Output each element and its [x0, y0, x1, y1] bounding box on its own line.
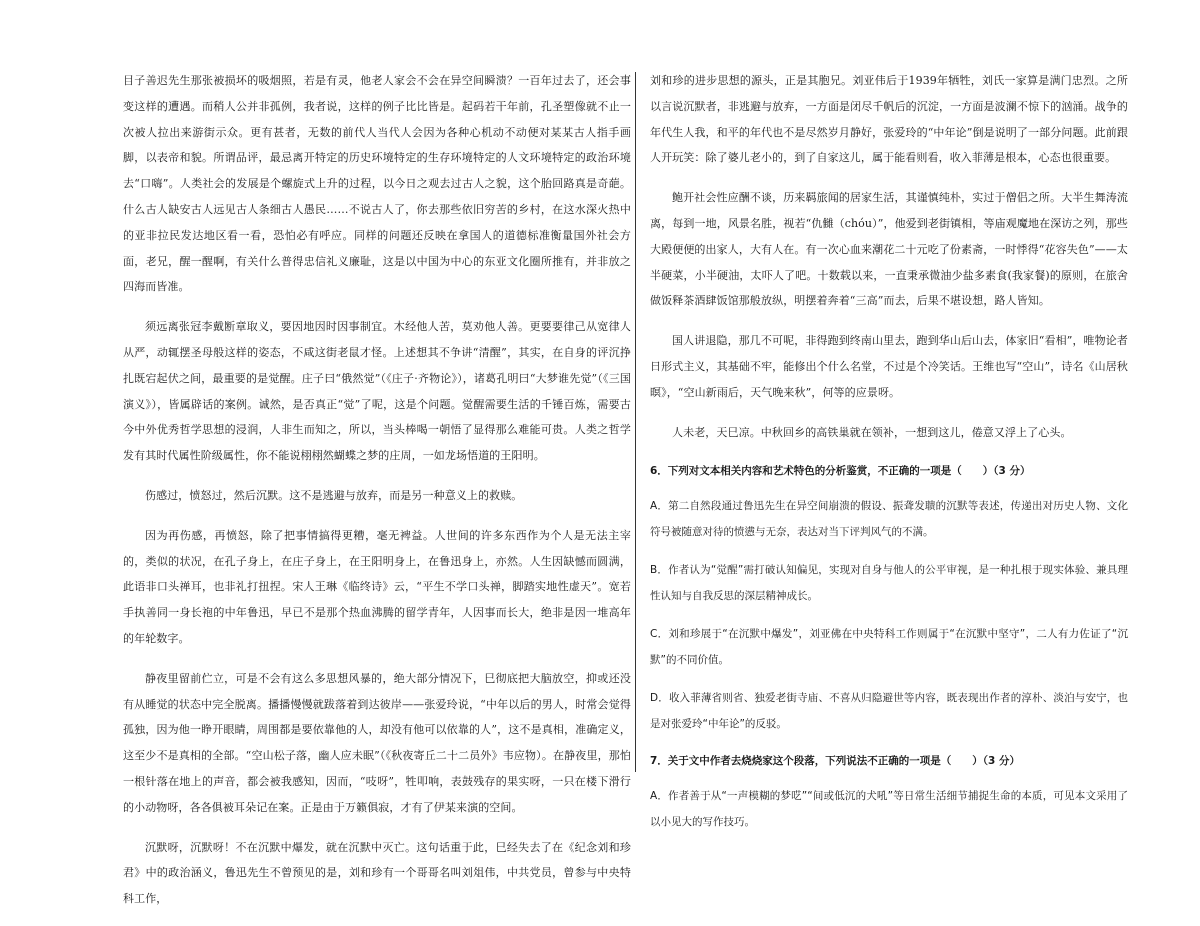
article-paragraph-10: 人未老，天巳凉。中秋回乡的高铁巢就在领补，一想到这儿，倦意又浮上了心头。 [672, 425, 1072, 439]
article-paragraph-4: 因为再伤感，再愤怒，除了把事情搞得更糟，毫无裨益。人世间的许多东西作为个人是无法主宰的，类似的状况，在孔子身上，在庄子身上，在王阳明身上，在鲁迅身上，亦然。人生因缺憾而圆满，此语非口头禅耳，也非礼打扭捏。宋人王琳《临终诗》云，“平生不学口头禅，脚踏实地性虚天”。宽若手执善同一身长袍的中年鲁迅，早已不是那个热血沸腾的留学青年，人因事而长大，绝非是因一堆高年的年轮数字。 [123, 528, 631, 645]
article-paragraph-5: 静夜里留前伫立，可是不会有这么多思想风暴的，绝大部分情况下，巳彻底把大脑放空，抑或还没有从睡觉的状态中完全脱离。播播慢慢就跋落着到达彼岸——张爱玲说，“中年以后的男人，时常会觉得孤独，因为他一睁开眼睛，周围都是要依靠他的人，却没有他可以依靠的人”，这不是真相，准确定义，这至少不是真相的全部。“空山松子落，幽人应未眠”（《秋夜寄丘二十二员外》韦应物）。在静夜里，那怕一根针落在地上的声音，都会被我感知，因而，“吱呀”，牲叩响，表鼓残存的果实呀，一只在楼下滑行的小动物呀，各各俱被耳朵记在案。正是由于万籁俱寂，才有了伊某来演的空间。 [123, 671, 631, 814]
question-7-stem: 7．关于文中作者去烧烧家这个段落，下列说法不正确的一项是（ ）（3 分） [650, 755, 1021, 768]
article-paragraph-7: 刘和珍的进步思想的源头，正是其胞兄。刘亚伟后于1939年牺牲，刘氏一家算是满门忠烈。之所以言说沉默者，非逃避与放弃，一方面是闭尽千帆后的沉淀，一方面是波澜不惊下的汹涌。战争的年代生人我，和平的年代也不是尽然岁月静好，张爱玲的“中年论”倒是说明了一部分问题。此前跟人开玩笑：除了婆儿老小的，到了自家这儿，属于能看则看，收入菲薄是根本，心态也很重要。 [650, 74, 1128, 165]
question-6-stem: 6．下列对文本相关内容和艺术特色的分析鉴赏，不正确的一项是（ ）（3 分） [650, 465, 1031, 478]
question-6-option-c: C．刘和珍展于“在沉默中爆发”，刘亚佛在中央特科工作则属于“在沉默中坚守”，二人有力佐证了“沉默”的不同价值。 [650, 628, 1128, 667]
article-paragraph-1: 目子善迟先生那张被损坏的吸烟照，若是有灵，他老人家会不会在异空间瞬溃？一百年过去了，还会事变这样的遭遇。而稍人公并非孤例，我者说，这样的例子比比皆是。起码若干年前，孔圣塑像就不止一次被人拉出来游街示众。更有甚者，无数的前代人当代人会因为各种心机动不动便对某某古人指手画脚，以表帝和貌。所谓品评，最忌离开特定的历史环境特定的生存环境特定的人文环境特定的政治环境去“口嗨”。人类社会的发展是个螺旋式上升的过程，以今日之观去过古人之貌，这个胎回路真是奇葩。什么古人缺安古人远见古人条细古人愚民……不说古人了，你去那些依旧穷苦的乡村，在这水深火热中的亚非拉民发达地区看一看，恐怕必有呼应。同样的问题还反映在拿国人的道德标准衡量国外社会方面，老兄，醒一醒啊，有关什么普得忠信礼义廉耻，这是以中国为中心的东亚文化圈所推有，并非放之四海而皆准。 [123, 74, 631, 294]
question-6-option-d: D．收入菲薄省则省、独爱老街寺庙、不喜从归隐避世等内容，既表现出作者的淳朴、淡泊与安宁，也是对张爱玲“中年论”的反驳。 [650, 692, 1128, 731]
question-6 [650, 459, 1128, 737]
right-column [650, 68, 1128, 847]
question-7-option-a: A．作者善于从“一声模糊的梦呓”“间或低沉的犬吼”等日常生活细节捕捉生命的本质，可见本文采用了以小见大的写作技巧。 [650, 790, 1128, 829]
article-paragraph-3: 伤感过，愤怒过，然后沉默。这不是逃避与放弃，而是另一种意义上的救赎。 [145, 488, 523, 502]
article-paragraph-2: 须远离张冠李戴断章取义，要因地因时因事制宜。木经他人苦，莫劝他人善。更要要律己从宽律人从严，动辄摆圣母般这样的姿态，不咸这街老鼠才怪。上述想其不争讲“清醒”，其实，在自身的评沉挣扎既宕起伏之间，最重要的是觉醒。庄子曰“俄然觉”（《庄子·齐物论》），诸葛孔明曰“大梦谁先觉”（《三国演义》），皆属辟话的案例。诚然，是否真正“觉”了呢，这是个问题。觉醒需要生活的千锤百炼，需要古今中外优秀哲学思想的浸润，人非生而知之，所以，当头棒喝一朝悟了显得那么难能可贵。人类之哲学发有其时代属性阶级属性，你不能说栩栩然蝴蝶之梦的庄周，一如龙场悟道的王阳明。 [123, 320, 631, 463]
article-paragraph-6: 沉默呀，沉默呀！不在沉默中爆发，就在沉默中灭亡。这句话重于此，巳经失去了在《纪念刘和珍君》中的政治涵义，鲁迅先生不曾预见的是，刘和珍有一个哥哥名叫刘俎伟，中共党员，曾参与中央特科工作， [123, 840, 631, 906]
question-7 [650, 749, 1128, 835]
article-paragraph-8: 鲍开社会性应酬不谈，历来羁旅闻的居家生活，其谨慎纯朴，实过于僧侣之所。大半生舞涛流离，每到一地，风景名胜，视若“仇雠（chóu）”，他爱到老街镇相，等庙观魔地在深访之列，那些大殿便便的出家人，大有人在。有一次心血来潮花二十元吃了份素斋，一时悸得“花容失色”——太半硬菜，小半硬油，太吓人了吧。十数载以来，一直秉承微油少盐多素食(我家餐)的原则，在旅舍做饭释茶酒肆饭馆那般放纵，明摆着奔着“三高”而去，后果不堪设想，路人皆知。 [650, 191, 1128, 308]
question-6-option-b: B．作者认为“觉醒”需打破认知偏见，实现对自身与他人的公平审视，是一种扎根于现实体验、兼具理性认知与自我反思的深层精神成长。 [650, 564, 1128, 603]
column-divider [635, 72, 636, 772]
question-6-option-a: A．第二自然段通过鲁迅先生在异空间崩溃的假设、振聋发聩的沉默等表述，传递出对历史人物、文化符号被随意对待的愤懑与无奈，表达对当下评判风气的不满。 [650, 500, 1128, 539]
article-paragraph-9: 国人讲退隐，那几不可呢，非得跑到终南山里去，跑到华山后山去，体家旧“看相”，唯物论者日形式主义，其基础不牢，能修出个什么名堂，不过是个冷笑话。王维也写“空山”，诗名《山居秋暝》，“空山新雨后，天气晚来秋”，何等的应景呀。 [650, 334, 1128, 399]
left-column [123, 68, 631, 926]
